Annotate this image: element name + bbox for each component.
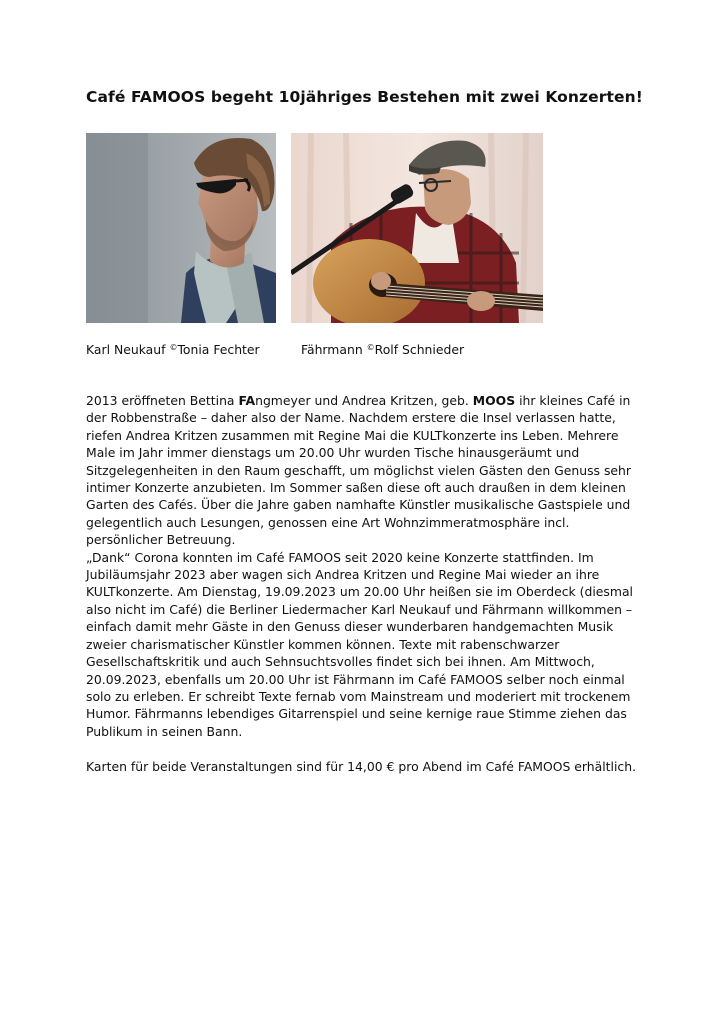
photo-caption-karl-neukauf xyxy=(86,339,260,358)
photo-karl-neukauf xyxy=(86,133,276,323)
article-body xyxy=(86,392,646,775)
caption-name: Fährmann xyxy=(301,342,363,357)
paragraph-concerts: „Dank“ Corona konnten im Café FAMOOS seit 2020 keine Konzerte stattfinden. Im Jubiläumsjahr 2023 aber wagen sich Andrea Kritzen und Regine Mai wieder an ihre KULTkonzerte. Am Dienstag, 19.09.2023 um 20.00 Uhr heißen sie im Oberdeck (diesmal also nicht im Café) die Berliner Liedermacher Karl Neukauf und Fährmann willkommen – einfach damit mehr Gäste in den Genuss dieser wunderbaren handgemachten Musik zweier charismatischer Künstler kommen können. Texte mit rabenschwarzer Gesellschaftskritik und auch Sehnsuchtsvolles findet sich bei ihnen. Am Mittwoch, 20.09.2023, ebenfalls um 20.00 Uhr ist Fährmann im Café FAMOOS selber noch einmal solo zu erleben. Er schreibt Texte fernab vom Mainstream und moderiert mit trockenem Humor. Fährmanns lebendiges Gitarrenspiel und seine kernige raue Stimme ziehen das Publikum in seinen Bann. xyxy=(86,549,633,739)
photo-faehrmann xyxy=(291,133,543,323)
bold-text-run: MOOS xyxy=(472,393,516,408)
text-run: ngmeyer und Andrea Kritzen, geb. xyxy=(255,393,473,408)
article-title: Café FAMOOS begeht 10jähriges Bestehen mit zwei Konzerten! xyxy=(86,88,643,106)
caption-credit: Tonia Fechter xyxy=(177,342,260,357)
paragraph-tickets: Karten für beide Veranstaltungen sind für 14,00 € pro Abend im Café FAMOOS erhältlich. xyxy=(86,758,637,774)
copyright-symbol: © xyxy=(169,343,178,352)
copyright-symbol: © xyxy=(366,343,375,352)
photo-caption-faehrmann xyxy=(301,339,464,358)
paragraph-history xyxy=(86,392,646,549)
caption-name: Karl Neukauf xyxy=(86,342,166,357)
text-run: 2013 eröffneten Bettina xyxy=(86,393,239,408)
bold-text-run: FA xyxy=(238,393,256,408)
caption-credit: Rolf Schnieder xyxy=(374,342,465,357)
text-run: ihr kleines Café in der Robbenstraße – daher also der Name. Nachdem erstere die Insel verlassen hatte, riefen Andrea Kritzen zusammen mit Regine Mai die KULTkonzerte ins Leben. Mehrere Male im Jahr immer dienstags um 20.00 Uhr wurden Tische hinausgeräumt und Sitzgelegenheiten in den Raum geschafft, um möglichst vielen Gästen den Genuss sehr intimer Konzerte anzubieten. Im Sommer saßen diese oft auch draußen in dem kleinen Garten des Cafés. Über die Jahre gaben namhafte Künstler musikalische Gastspiele und gelegentlich auch Lesungen, genossen eine Art Wohnzimmeratmosphäre incl. persönlicher Betreuung. xyxy=(86,393,631,548)
